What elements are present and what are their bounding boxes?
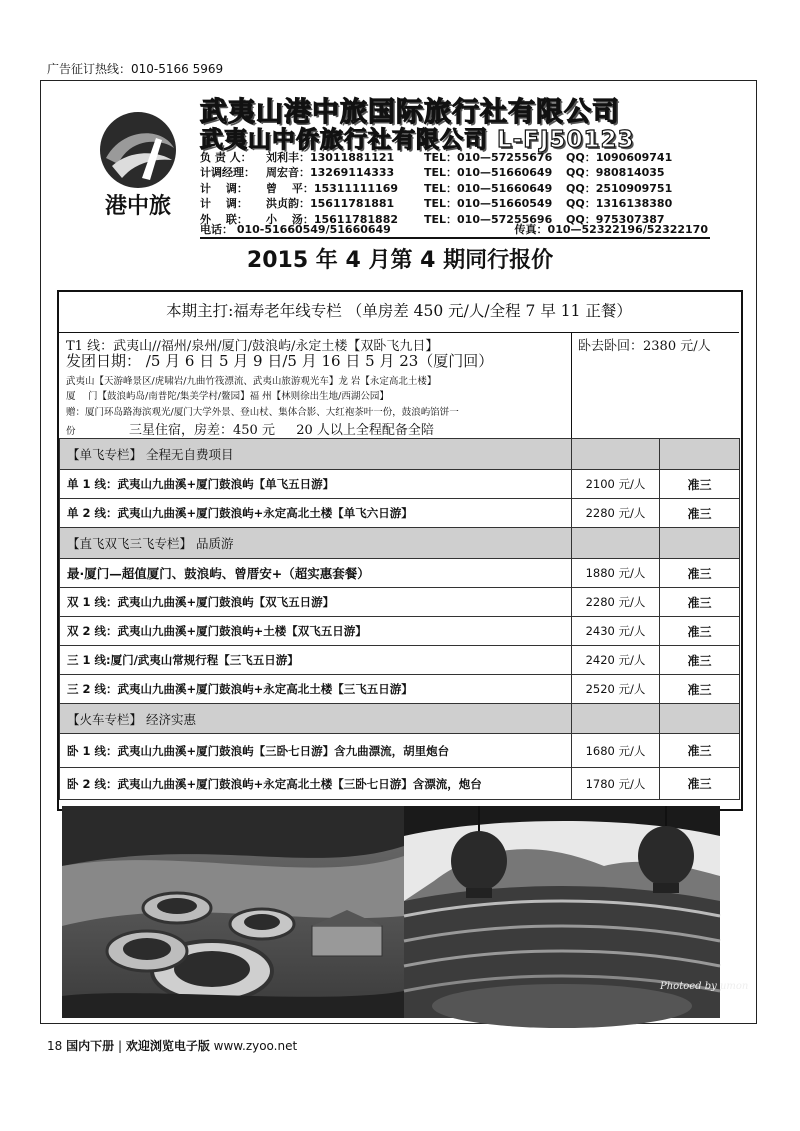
price-table xyxy=(59,438,740,800)
route-price: 1880 元/人 xyxy=(572,559,660,588)
route-price: 1780 元/人 xyxy=(572,768,660,800)
t1-price: 卧去卧回：2380 元/人 xyxy=(572,332,739,438)
contact-list xyxy=(200,150,705,227)
route-price: 2280 元/人 xyxy=(572,588,660,617)
t1-accommodation-note: 三星住宿，房差：450 元 20 人以上全程配备全陪 xyxy=(129,423,434,438)
table-row xyxy=(60,646,740,675)
company-name-sub: 武夷山中侨旅行社有限公司 L-FJ50123 xyxy=(200,127,635,153)
t1-itinerary-line: 武夷山【天游峰景区/虎啸岩/九曲竹筏漂流、武夷山旅游观光车】龙 岩【永定高北土楼】 xyxy=(66,376,437,387)
page-footer: 18 国内下册 | 欢迎浏览电子版 www.zyoo.net xyxy=(47,1039,298,1053)
logo-emblem-icon xyxy=(82,108,194,220)
contact-role: 负 责 人： xyxy=(200,151,252,164)
tulou-aerial-photo xyxy=(62,806,404,1018)
table-row xyxy=(60,588,740,617)
fax-line: 传真：010—52322196/52322170 xyxy=(514,223,708,236)
t1-departure-dates: 发团日期： /5 月 6 日 5 月 9 日/5 月 16 日 5 月 23（厦门回） xyxy=(66,352,494,370)
contact-role: 外 联： xyxy=(200,212,248,226)
contact-qq: QQ：2510909751 xyxy=(566,181,673,195)
footer-slogan: 欢迎浏览电子版 xyxy=(125,1039,210,1053)
section-row xyxy=(60,704,740,734)
contact-qq: QQ：975307387 xyxy=(566,212,665,226)
contact-name: 小 汤：15611781882 xyxy=(266,212,399,226)
route-grade: 准三 xyxy=(660,588,740,617)
company-logo xyxy=(82,108,194,220)
table-row xyxy=(60,559,740,588)
route-name: 最·厦门—超值厦门、鼓浪屿、曾厝安+（超实惠套餐） xyxy=(60,559,572,588)
section-label: 【火车专栏】 经济实惠 xyxy=(60,704,572,734)
route-grade: 准三 xyxy=(660,499,740,528)
route-price: 2280 元/人 xyxy=(572,499,660,528)
route-name: 双 1 线：武夷山九曲溪+厦门鼓浪屿【双飞五日游】 xyxy=(60,588,572,617)
contact-row xyxy=(200,181,705,196)
contact-tel: TEL：010—51660649 xyxy=(424,166,553,180)
route-grade: 准三 xyxy=(660,559,740,588)
section-label: 【单飞专栏】 全程无自费项目 xyxy=(60,439,572,470)
t1-gift-line: 赠：厦门环岛路海滨观光/厦门大学外景、登山杖、集体合影、大红袍茶叶一份，鼓浪屿馅饼一 xyxy=(66,407,459,418)
route-name: 三 2 线：武夷山九曲溪+厦门鼓浪屿+永定高北土楼【三飞五日游】 xyxy=(60,675,572,704)
route-grade: 准三 xyxy=(660,675,740,704)
route-price: 2430 元/人 xyxy=(572,617,660,646)
route-price: 2520 元/人 xyxy=(572,675,660,704)
route-price: 2420 元/人 xyxy=(572,646,660,675)
contact-role: 计 调： xyxy=(200,181,248,195)
route-name: 卧 2 线：武夷山九曲溪+厦门鼓浪屿+永定高北土楼【三卧七日游】含漂流，炮台 xyxy=(60,768,572,800)
route-name: 三 1 线:厦门/武夷山常规行程【三飞五日游】 xyxy=(60,646,572,675)
company-name-main: 武夷山港中旅国际旅行社有限公司 xyxy=(200,97,620,128)
contact-qq: QQ：1316138380 xyxy=(566,197,673,211)
contact-row xyxy=(200,150,705,165)
table-row xyxy=(60,617,740,646)
route-grade: 准三 xyxy=(660,734,740,768)
table-row xyxy=(60,768,740,800)
issue-title: 2015 年 4 月第 4 期同行报价 xyxy=(246,248,554,273)
route-grade: 准三 xyxy=(660,646,740,675)
contact-row xyxy=(200,165,705,180)
contact-qq: QQ：1090609741 xyxy=(566,151,673,164)
page-number: 18 xyxy=(47,1039,63,1053)
photo-credit: Photoed by umon xyxy=(660,981,749,992)
section-row xyxy=(60,439,740,470)
route-price: 2100 元/人 xyxy=(572,470,660,499)
contact-qq: QQ：980814035 xyxy=(566,166,665,180)
feature-title: 本期主打:福寿老年线专栏 （单房差 450 元/人/全程 7 早 11 正餐） xyxy=(166,302,632,320)
route-name: 单 2 线：武夷山九曲溪+厦门鼓浪屿+永定高北土楼【单飞六日游】 xyxy=(60,499,572,528)
tulou-interior-photo xyxy=(404,806,749,1018)
footer-url[interactable]: www.zyoo.net xyxy=(213,1039,298,1053)
footer-section: 国内下册 xyxy=(66,1039,115,1053)
route-price: 1680 元/人 xyxy=(572,734,660,768)
section-row xyxy=(60,528,740,559)
table-row xyxy=(60,734,740,768)
route-name: 卧 1 线：武夷山九曲溪+厦门鼓浪屿【三卧七日游】含九曲漂流，胡里炮台 xyxy=(60,734,572,768)
contact-role: 计调经理： xyxy=(200,166,255,180)
header-divider xyxy=(200,237,710,239)
contact-name: 洪贞韵：15611781881 xyxy=(266,197,395,211)
contact-name: 刘利丰：13011881121 xyxy=(266,151,395,164)
phone-line: 电话： 010-51660549/51660649 xyxy=(200,223,391,236)
table-row xyxy=(60,499,740,528)
contact-role: 计 调： xyxy=(200,197,248,211)
route-grade: 准三 xyxy=(660,768,740,800)
contact-tel: TEL：010—57255696 xyxy=(424,212,553,226)
t1-gift-line-end: 份 xyxy=(66,426,76,437)
logo-text: 港中旅 xyxy=(104,194,172,219)
route-name: 单 1 线：武夷山九曲溪+厦门鼓浪屿【单飞五日游】 xyxy=(60,470,572,499)
contact-tel: TEL：010—57255676 xyxy=(424,151,553,164)
t1-route-block xyxy=(59,332,572,439)
route-name: 双 2 线：武夷山九曲溪+厦门鼓浪屿+土楼【双飞五日游】 xyxy=(60,617,572,646)
table-row xyxy=(60,470,740,499)
route-grade: 准三 xyxy=(660,470,740,499)
contact-name: 曾 平：15311111169 xyxy=(266,181,399,195)
t1-route-title: T1 线：武夷山//福州/泉州/厦门/鼓浪屿/永定土楼【双卧飞九日】 xyxy=(66,339,439,354)
contact-tel: TEL：010—51660649 xyxy=(424,181,553,195)
ad-hotline: 广告征订热线：010-5166 5969 xyxy=(47,62,224,76)
contact-tel: TEL：010—51660549 xyxy=(424,197,553,211)
route-grade: 准三 xyxy=(660,617,740,646)
t1-itinerary-line: 厦 门【鼓浪屿岛/南普陀/集美学村/鳌园】福 州【林则徐出生地/西湖公园】 xyxy=(66,391,389,402)
contact-name: 周宏音：13269114333 xyxy=(266,166,395,180)
section-label: 【直飞双飞三飞专栏】 品质游 xyxy=(60,528,572,559)
contact-row xyxy=(200,196,705,211)
table-row xyxy=(60,675,740,704)
